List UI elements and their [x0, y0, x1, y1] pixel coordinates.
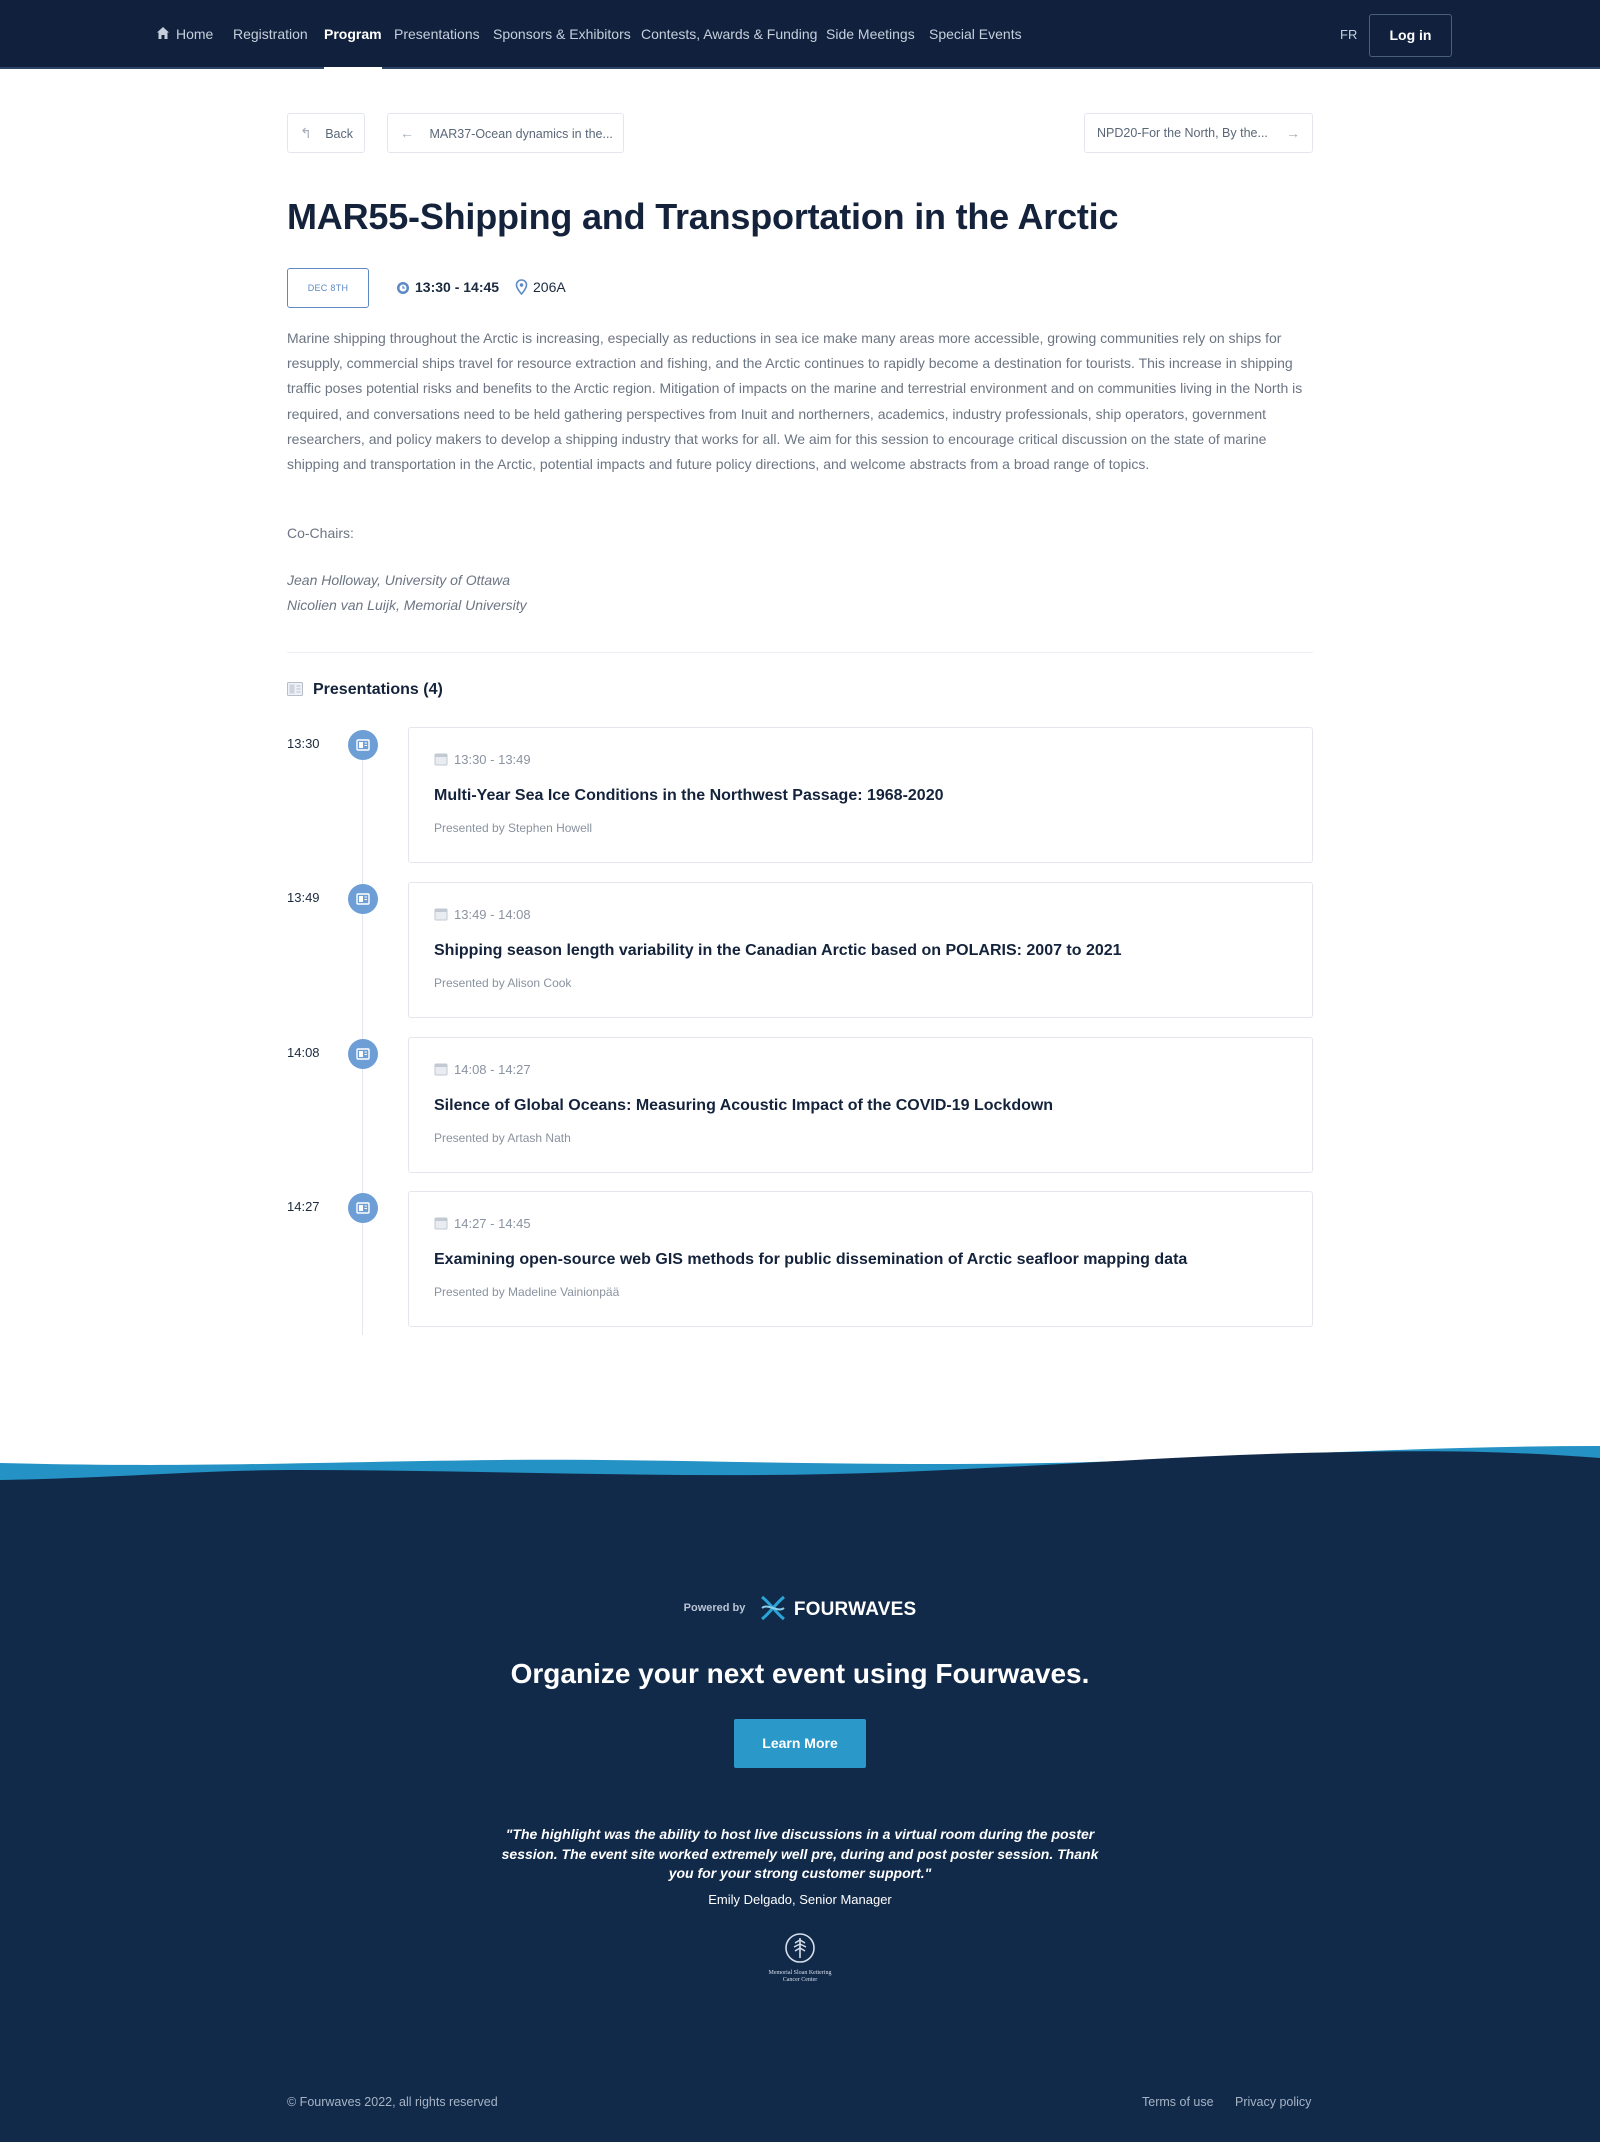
- presentation-title: Shipping season length variability in the Canadian Arctic based on POLARIS: 2007 to 2021: [434, 942, 1122, 959]
- cochair: Jean Holloway, University of Ottawa: [287, 572, 511, 588]
- presentation-time-text: 14:08 - 14:27: [454, 1062, 531, 1077]
- section-divider: [287, 652, 1313, 653]
- presentation-time: [434, 1062, 531, 1077]
- nav-special-events[interactable]: Special Events: [929, 26, 1022, 42]
- presentations-heading-text: Presentations (4): [313, 681, 443, 698]
- nav-presentations[interactable]: Presentations: [394, 26, 480, 42]
- testimonial-author: Emily Delgado, Senior Manager: [708, 1892, 892, 1907]
- timeline-time: 13:30: [287, 736, 320, 751]
- footer-headline: Organize your next event using Fourwaves.: [510, 1658, 1090, 1689]
- language-toggle[interactable]: FR: [1340, 27, 1358, 42]
- back-button[interactable]: [287, 113, 365, 153]
- timeline-time: 13:49: [287, 890, 320, 905]
- timeline-time: 14:27: [287, 1199, 320, 1214]
- fourwaves-logo[interactable]: [758, 1593, 917, 1623]
- presentation-icon: [356, 1201, 370, 1215]
- location-pin-icon: [515, 279, 528, 295]
- timeline-dot: [348, 1039, 378, 1069]
- presentation-card[interactable]: [408, 1191, 1313, 1327]
- session-time-text: 13:30 - 14:45: [415, 279, 500, 295]
- cochairs-label: Co-Chairs:: [287, 525, 354, 541]
- next-session-label: NPD20-For the North, By the...: [1097, 126, 1268, 140]
- presentation-icon: [356, 1047, 370, 1061]
- presentation-card[interactable]: [408, 882, 1313, 1018]
- timeline-dot: [348, 1193, 378, 1223]
- presentation-title: Examining open-source web GIS methods for public dissemination of Arctic seafloor mapping data: [434, 1251, 1188, 1268]
- testimonial-quote: "The highlight was the ability to host live discussions in a virtual room during the poster session. The event site worked extremely well pre, during and post poster session. Thank you for your strong customer support.": [501, 1826, 1099, 1881]
- timeline-dot: [348, 730, 378, 760]
- presentation-card[interactable]: [408, 727, 1313, 863]
- session-room-text: 206A: [533, 279, 566, 295]
- nav-registration[interactable]: Registration: [233, 26, 308, 42]
- calendar-icon: [434, 1062, 448, 1076]
- presentation-card[interactable]: [408, 1037, 1313, 1173]
- clock-icon: [396, 281, 410, 295]
- next-session-button[interactable]: [1084, 113, 1313, 153]
- presentation-time: [434, 1216, 531, 1231]
- login-button[interactable]: Log in: [1369, 14, 1452, 57]
- calendar-icon: [434, 1216, 448, 1230]
- timeline-dot: [348, 884, 378, 914]
- date-badge: DEC 8TH: [287, 268, 369, 308]
- presentations-heading: [287, 681, 443, 699]
- copyright: © Fourwaves 2022, all rights reserved: [287, 2095, 498, 2109]
- cochair: Nicolien van Luijk, Memorial University: [287, 597, 527, 613]
- presentation-presenter: Presented by Alison Cook: [434, 976, 572, 990]
- session-room: [515, 278, 566, 296]
- timeline-time: 14:08: [287, 1045, 320, 1060]
- nav-side-meetings[interactable]: Side Meetings: [826, 26, 915, 42]
- nav-home[interactable]: [156, 0, 213, 69]
- footer: [0, 1440, 1600, 2142]
- presentation-title: Silence of Global Oceans: Measuring Acoustic Impact of the COVID-19 Lockdown: [434, 1097, 1054, 1114]
- back-arrow-icon: ↰: [300, 125, 312, 141]
- fourwaves-brand-text: FOURWAVES: [793, 1599, 917, 1620]
- terms-of-use-link[interactable]: Terms of use: [1142, 2095, 1214, 2109]
- back-label: Back: [325, 127, 354, 141]
- presentation-title: Multi-Year Sea Ice Conditions in the Northwest Passage: 1968-2020: [434, 787, 944, 804]
- home-icon: [156, 26, 170, 40]
- nav-contests-awards-funding[interactable]: Contests, Awards & Funding: [641, 26, 818, 42]
- footer-waves: [0, 1440, 1600, 2142]
- page-title: MAR55-Shipping and Transportation in the Arctic: [287, 196, 1119, 237]
- calendar-icon: [434, 907, 448, 921]
- presentation-icon: [356, 892, 370, 906]
- presentation-time: [434, 752, 531, 767]
- presentation-presenter: Presented by Madeline Vainionpää: [434, 1285, 620, 1299]
- fourwaves-logo-icon: [758, 1593, 788, 1623]
- mskcc-logo-icon: [784, 1932, 816, 1964]
- client-logo-text: Memorial Sloan Kettering Cancer Center: [768, 1970, 832, 1983]
- client-logo: [760, 1932, 840, 1984]
- presentation-time-text: 13:49 - 14:08: [454, 907, 531, 922]
- powered-by: [0, 1593, 1600, 1623]
- previous-session-button[interactable]: [387, 113, 624, 153]
- presentation-list-icon: [287, 682, 303, 696]
- presentation-presenter: Presented by Stephen Howell: [434, 821, 593, 835]
- calendar-icon: [434, 752, 448, 766]
- privacy-policy-link[interactable]: Privacy policy: [1235, 2095, 1312, 2109]
- presentation-time-text: 13:30 - 13:49: [454, 752, 531, 767]
- presentation-time: [434, 907, 531, 922]
- session-description: Marine shipping throughout the Arctic is increasing, especially as reductions in sea ice make many areas more accessible, growing communities rely on ships for resupply, commercial ships travel for resource extraction and fishing, and the Arctic continues to rapidly become a destination for tourists. This increase in shipping traffic poses potential risks and benefits to the Arctic region. Mitigation of impacts on the marine and terrestrial environment and on communities living in the North is required, and conversations need to be held gathering perspectives from Inuit and northerners, academics, industry professionals, ship operators, government researchers, and policy makers to develop a shipping industry that works for all. We aim for this session to encourage critical discussion on the state of marine shipping and transportation in the Arctic, potential impacts and future policy directions, and welcome abstracts from a broad range of topics.: [287, 330, 1303, 473]
- powered-by-label: Powered by: [683, 1602, 746, 1614]
- previous-session-label: MAR37-Ocean dynamics in the...: [429, 127, 613, 141]
- learn-more-button[interactable]: Learn More: [734, 1719, 866, 1768]
- arrow-left-icon: ←: [400, 125, 414, 141]
- nav-home-label: Home: [176, 26, 214, 42]
- presentation-icon: [356, 738, 370, 752]
- presentation-presenter: Presented by Artash Nath: [434, 1131, 571, 1145]
- session-time: [396, 278, 499, 296]
- top-navbar: [0, 0, 1600, 69]
- presentation-time-text: 14:27 - 14:45: [454, 1216, 531, 1231]
- nav-sponsors-exhibitors[interactable]: Sponsors & Exhibitors: [493, 26, 631, 42]
- nav-program[interactable]: Program: [324, 0, 382, 69]
- arrow-right-icon: →: [1286, 125, 1300, 141]
